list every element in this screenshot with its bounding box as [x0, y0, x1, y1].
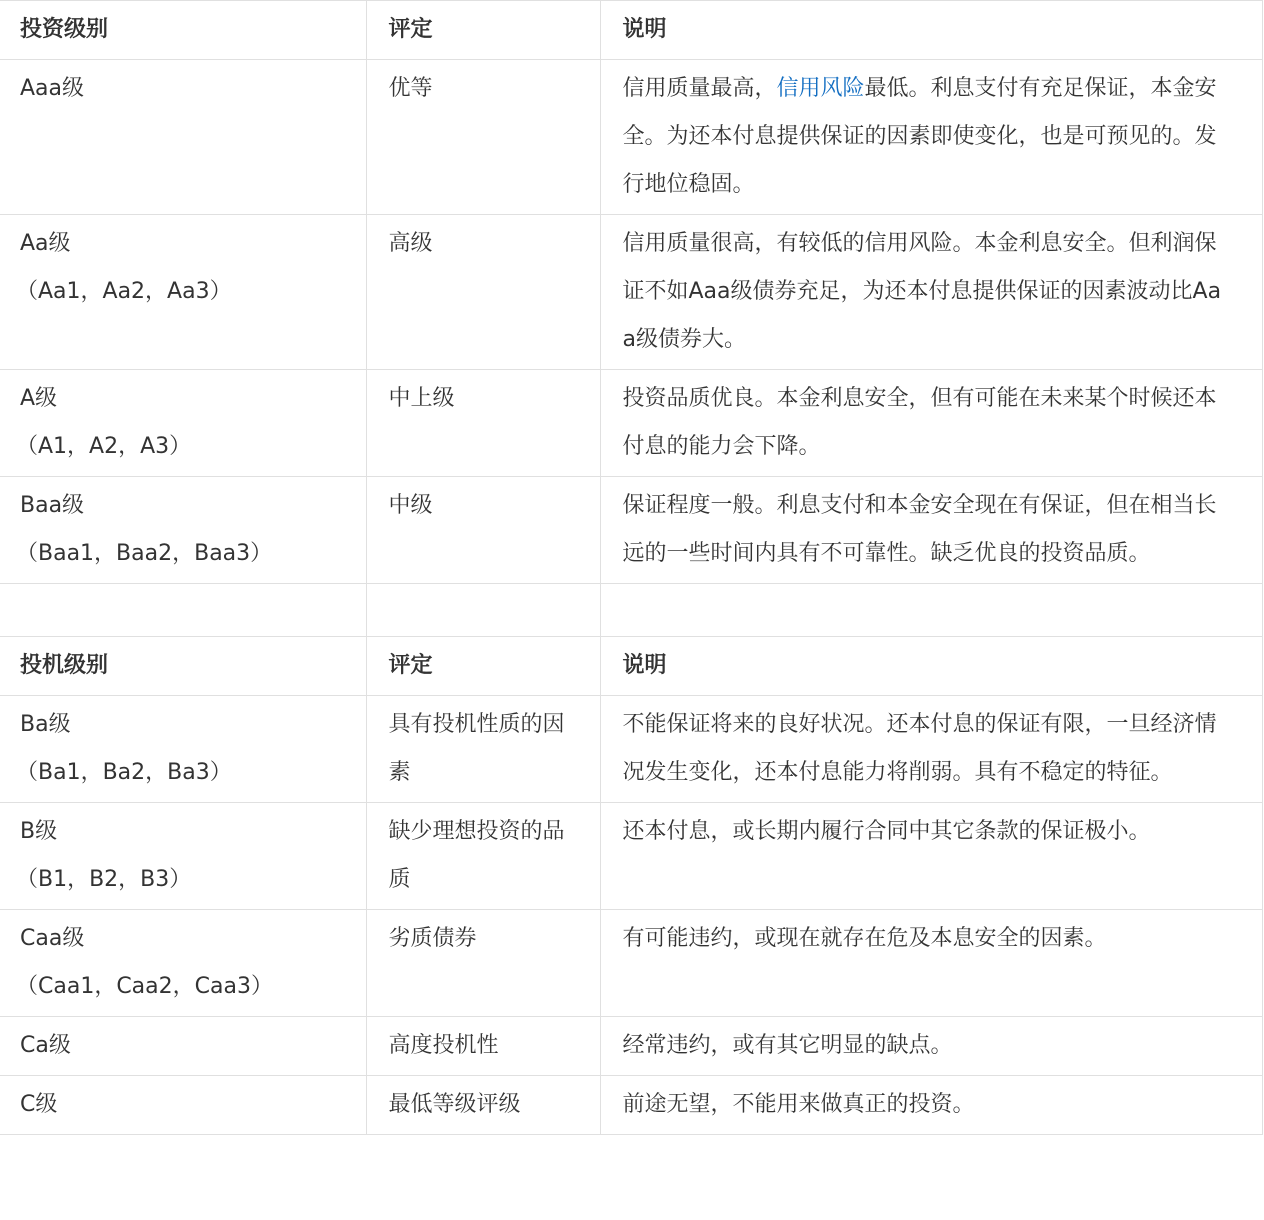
empty-cell	[600, 584, 1262, 637]
description-cell	[600, 60, 1262, 215]
grade-cell	[0, 910, 366, 1017]
rating-cell: 最低等级评级	[366, 1076, 600, 1135]
grade-cell	[0, 215, 366, 370]
header-cell: 说明	[600, 637, 1262, 696]
rating-cell: 具有投机性质的因素	[366, 696, 600, 803]
header-cell: 说明	[600, 1, 1262, 60]
grade-label: Aaa级	[20, 76, 85, 101]
grade-label: Aa级	[20, 231, 71, 256]
description-text: 最低。利息支付有充足保证，本金安全。为还本付息提供保证的因素即使变化，也是可预见的。发行地位稳固。	[622, 76, 1217, 197]
grade-subclasses: （A1，A2，A3）	[16, 434, 192, 459]
grade-subclasses: （Baa1，Baa2，Baa3）	[16, 541, 273, 566]
table-row	[0, 477, 1262, 584]
grade-cell	[0, 1017, 366, 1076]
table-row	[0, 803, 1262, 910]
description-cell: 有可能违约，或现在就存在危及本息安全的因素。	[600, 910, 1262, 1017]
description-cell: 保证程度一般。利息支付和本金安全现在有保证，但在相当长远的一些时间内具有不可靠性。缺乏优良的投资品质。	[600, 477, 1262, 584]
grade-subclasses: （Ba1，Ba2，Ba3）	[16, 760, 232, 785]
grade-label: Caa级	[20, 926, 85, 951]
description-cell: 不能保证将来的良好状况。还本付息的保证有限，一旦经济情况发生变化，还本付息能力将削弱。具有不稳定的特征。	[600, 696, 1262, 803]
grade-label: Baa级	[20, 493, 85, 518]
grade-cell	[0, 1076, 366, 1135]
rating-cell: 高度投机性	[366, 1017, 600, 1076]
table-row	[0, 1017, 1262, 1076]
credit-risk-link[interactable]: 信用风险	[776, 76, 865, 101]
grade-label: Ba级	[20, 712, 71, 737]
table-row	[0, 1076, 1262, 1135]
grade-cell	[0, 370, 366, 477]
rating-cell: 优等	[366, 60, 600, 215]
grade-label: Ca级	[20, 1033, 71, 1058]
grade-cell	[0, 60, 366, 215]
grade-subclasses: （Aa1，Aa2，Aa3）	[16, 279, 232, 304]
table-row	[0, 60, 1262, 215]
header-cell: 评定	[366, 637, 600, 696]
description-cell: 还本付息，或长期内履行合同中其它条款的保证极小。	[600, 803, 1262, 910]
description-cell: 投资品质优良。本金利息安全，但有可能在未来某个时候还本付息的能力会下降。	[600, 370, 1262, 477]
header-cell: 投机级别	[0, 637, 366, 696]
rating-cell: 劣质债券	[366, 910, 600, 1017]
empty-cell	[0, 584, 366, 637]
grade-subclasses: （Caa1，Caa2，Caa3）	[16, 974, 273, 999]
table-row	[0, 910, 1262, 1017]
rating-cell: 中级	[366, 477, 600, 584]
empty-row	[0, 584, 1262, 637]
header-cell: 评定	[366, 1, 600, 60]
table-row	[0, 696, 1262, 803]
rating-cell: 高级	[366, 215, 600, 370]
grade-label: C级	[20, 1092, 58, 1117]
header-cell: 投资级别	[0, 1, 366, 60]
table-row	[0, 215, 1262, 370]
grade-cell	[0, 696, 366, 803]
description-cell: 经常违约，或有其它明显的缺点。	[600, 1017, 1262, 1076]
description-cell: 信用质量很高，有较低的信用风险。本金利息安全。但利润保证不如Aaa级债券充足，为还本付息提供保证的因素波动比Aaa级债券大。	[600, 215, 1262, 370]
grade-cell	[0, 803, 366, 910]
grade-label: A级	[20, 386, 58, 411]
table-header-row	[0, 1, 1262, 60]
table-header-row	[0, 637, 1262, 696]
grade-label: B级	[20, 819, 58, 844]
grade-subclasses: （B1，B2，B3）	[16, 867, 192, 892]
description-cell: 前途无望，不能用来做真正的投资。	[600, 1076, 1262, 1135]
description-text: 信用质量最高，	[622, 76, 777, 101]
grade-cell	[0, 477, 366, 584]
rating-cell: 缺少理想投资的品质	[366, 803, 600, 910]
rating-cell: 中上级	[366, 370, 600, 477]
table-row	[0, 370, 1262, 477]
empty-cell	[366, 584, 600, 637]
